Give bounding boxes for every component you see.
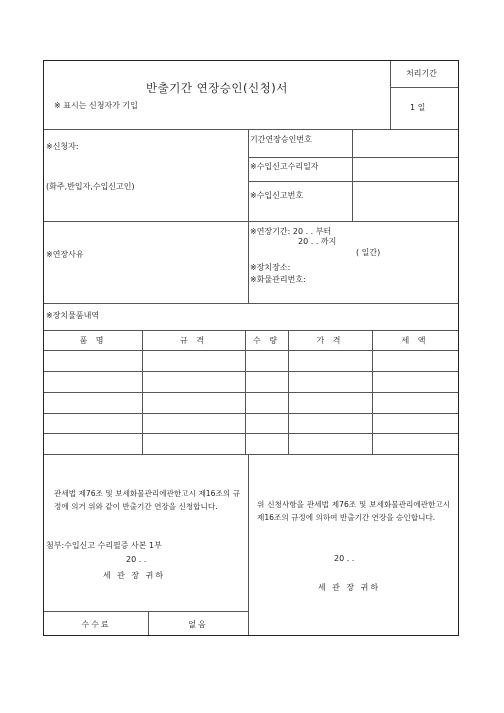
fee-value: 없음 bbox=[188, 620, 208, 629]
table-row bbox=[44, 392, 458, 393]
form-title: 반출기간 연장승인(신청)서 bbox=[146, 81, 288, 95]
goods-header-tax: 세 액 bbox=[401, 336, 429, 345]
table-row bbox=[44, 413, 458, 414]
divider bbox=[44, 611, 248, 612]
goods-header-price: 가 격 bbox=[316, 336, 344, 345]
approval-text: 위 신청사항을 관세법 제76조 및 보세화물관리에관한고시 제16조의 규정에 의하여 반출기간 연장을 승인합니다. bbox=[257, 500, 450, 522]
divider bbox=[248, 454, 249, 635]
location-label: ※장치장소: bbox=[250, 263, 291, 272]
attachment-label: 첨부:수입신고 수리필증 사본 1부 bbox=[46, 541, 162, 550]
extension-no-label: 기간연장승인번호 bbox=[250, 135, 312, 144]
cargo-no-label: ※화물관리번호: bbox=[250, 275, 306, 284]
import-date-label: ※수입신고수리일자 bbox=[250, 162, 319, 171]
divider bbox=[44, 330, 458, 331]
divider bbox=[390, 61, 391, 129]
period-line-2: 20 . . 까지 bbox=[298, 237, 337, 246]
divider bbox=[248, 221, 249, 303]
applicant-label: ※신청자: bbox=[46, 142, 79, 151]
fee-label: 수수료 bbox=[81, 620, 111, 629]
processing-value: 1 일 bbox=[410, 103, 426, 112]
divider bbox=[248, 157, 458, 158]
goods-label: ※장치물품내역 bbox=[46, 311, 100, 320]
goods-header-name: 품 명 bbox=[79, 336, 107, 345]
period-line-3: ( 일간) bbox=[356, 248, 381, 257]
divider bbox=[44, 454, 458, 455]
form-note: ※ 표시는 신청자가 기입 bbox=[54, 101, 138, 110]
period-line-1: ※연장기간: 20 . . 부터 bbox=[250, 227, 332, 236]
reason-label: ※연장사유 bbox=[46, 250, 84, 259]
approval-signer: 세 관 장 귀하 bbox=[317, 583, 381, 592]
approval-date: 20 . . bbox=[334, 554, 355, 563]
goods-header-spec: 규 격 bbox=[180, 336, 207, 345]
table-row bbox=[44, 371, 458, 372]
goods-header-qty: 수 량 bbox=[253, 336, 280, 345]
application-date: 20 . . bbox=[126, 555, 147, 564]
application-text: 관세법 제76조 및 보세화물관리에관한고시 제16조의 규정에 의거 위와 같이 반출기간 연장을 신청합니다. bbox=[54, 489, 240, 511]
table-row bbox=[44, 433, 458, 434]
divider bbox=[352, 129, 353, 221]
import-no-label: ※수입신고번호 bbox=[250, 191, 304, 200]
table-row bbox=[44, 350, 458, 351]
applicant-sublabel: (화주,반입자,수입신고인) bbox=[46, 182, 135, 191]
approval-form bbox=[43, 60, 459, 636]
divider bbox=[390, 87, 458, 88]
processing-label: 처리기간 bbox=[406, 69, 437, 78]
application-addressee: 세 관 장 귀하 bbox=[102, 571, 166, 580]
divider bbox=[248, 181, 458, 182]
divider bbox=[44, 303, 458, 304]
divider bbox=[248, 129, 249, 221]
divider bbox=[44, 221, 458, 222]
divider bbox=[44, 129, 458, 130]
